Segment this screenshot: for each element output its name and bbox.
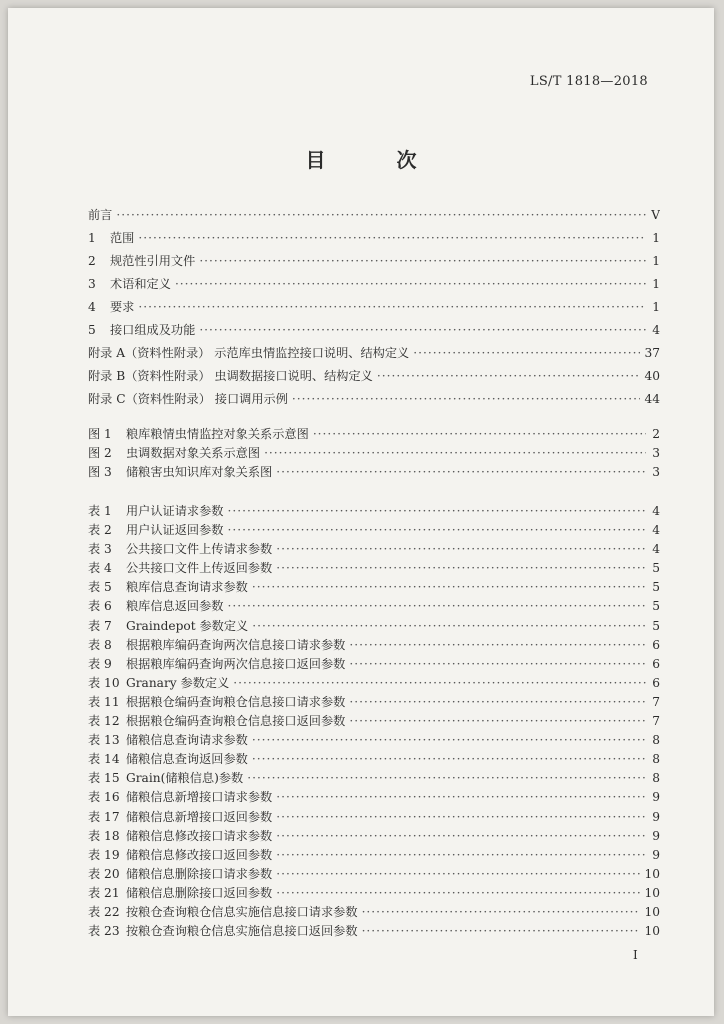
toc-entry[interactable] <box>88 559 660 578</box>
toc-entry-page: 9 <box>652 828 660 843</box>
toc-entry[interactable] <box>88 229 660 252</box>
toc-leader-dots <box>199 323 646 337</box>
toc-leader-dots <box>276 465 646 479</box>
toc-entry[interactable] <box>88 769 660 788</box>
toc-entry-page: 5 <box>652 618 660 633</box>
toc-entry-label: 要求 <box>110 300 135 314</box>
toc-entry-number: 4 <box>88 300 96 314</box>
toc-entry-number: 表 20 <box>88 866 120 881</box>
toc-leader-dots <box>313 427 646 441</box>
toc-leader-dots <box>276 810 646 824</box>
toc-entry-label: Grain(储粮信息)参数 <box>126 771 244 786</box>
toc-leader-dots <box>228 504 647 518</box>
toc-entry-page: 3 <box>652 465 660 479</box>
toc-entry[interactable] <box>88 298 660 321</box>
toc-entry[interactable] <box>88 617 660 636</box>
toc-entry-label: 储粮信息新增接口请求参数 <box>126 790 273 805</box>
toc-entry-label: 粮库信息返回参数 <box>126 599 224 614</box>
toc-entry-label: 粮库粮情虫情监控对象关系示意图 <box>126 427 309 441</box>
toc-entry-page: 3 <box>652 446 660 460</box>
toc-entry[interactable] <box>88 655 660 674</box>
toc-entry-label: 术语和定义 <box>110 277 171 291</box>
toc-leader-dots <box>233 676 646 690</box>
toc-leader-dots <box>247 771 646 785</box>
toc-entry[interactable] <box>88 750 660 769</box>
toc-entry-number: 表 9 <box>88 656 112 671</box>
toc-leader-dots <box>362 905 641 919</box>
toc-entry-number: 表 1 <box>88 504 112 518</box>
toc-leader-dots <box>276 867 640 881</box>
toc-entry-number: 表 21 <box>88 885 120 900</box>
toc-entry-page: 8 <box>652 752 660 767</box>
toc-entry-label: 公共接口文件上传请求参数 <box>126 542 273 557</box>
toc-entry-label: 用户认证请求参数 <box>126 504 224 518</box>
toc-entry-number: 表 18 <box>88 828 120 843</box>
toc-entry-label: 前言 <box>88 208 113 222</box>
toc-entry-page: 9 <box>652 847 660 862</box>
toc-entry-label: Granary 参数定义 <box>126 675 230 690</box>
toc-entry-page: 10 <box>644 866 660 881</box>
toc-entry-number: 表 15 <box>88 771 120 786</box>
toc-entry-page: 4 <box>652 504 660 518</box>
toc-entry-number: 表 11 <box>88 694 120 709</box>
toc-entry-number: 表 4 <box>88 561 112 576</box>
toc-entry[interactable] <box>88 712 660 731</box>
toc-figures-section <box>88 425 660 482</box>
toc-entry[interactable] <box>88 693 660 712</box>
toc-entry-label: 储粮信息新增接口返回参数 <box>126 809 273 824</box>
toc-entry[interactable] <box>88 846 660 865</box>
toc-entry[interactable] <box>88 636 660 655</box>
toc-entry[interactable] <box>88 321 660 344</box>
toc-entry-page: 5 <box>652 561 660 576</box>
toc-entry[interactable] <box>88 540 660 559</box>
toc-entry-number: 表 5 <box>88 580 112 595</box>
toc-entry-page: 10 <box>644 904 660 919</box>
toc-entry-number: 图 3 <box>88 465 112 479</box>
toc-entry-number: 3 <box>88 277 96 291</box>
toc-entry-number: 表 17 <box>88 809 120 824</box>
toc-leader-dots <box>252 733 646 747</box>
toc-entry-page: 6 <box>652 675 660 690</box>
toc-leader-dots <box>138 231 646 245</box>
toc-entry-number: 表 2 <box>88 523 112 538</box>
toc-entry-label: 附录 B（资料性附录） 虫调数据接口说明、结构定义 <box>88 369 373 383</box>
toc-entry-page: 10 <box>644 885 660 900</box>
toc-leader-dots <box>228 523 647 537</box>
toc-entry-number: 表 12 <box>88 714 120 729</box>
toc-leader-dots <box>413 346 640 360</box>
toc-leader-dots <box>362 924 641 938</box>
toc-entry-number: 表 10 <box>88 675 120 690</box>
toc-entry-page: 6 <box>652 656 660 671</box>
toc-entry-number: 表 23 <box>88 924 120 939</box>
toc-entry-label: 根据粮仓编码查询粮仓信息接口请求参数 <box>126 694 346 709</box>
toc-entry-number: 表 19 <box>88 847 120 862</box>
toc-leader-dots <box>276 542 646 556</box>
toc-leader-dots <box>276 848 646 862</box>
toc-entry[interactable] <box>88 674 660 693</box>
toc-entry-label: 附录 A（资料性附录） 示范库虫情监控接口说明、结构定义 <box>88 346 410 360</box>
toc-entry-page: 9 <box>652 809 660 824</box>
toc-entry-page: 10 <box>644 924 660 939</box>
toc-entry-page: 9 <box>652 790 660 805</box>
toc-entry-number: 表 8 <box>88 637 112 652</box>
toc-leader-dots <box>349 714 646 728</box>
toc-leader-dots <box>276 829 646 843</box>
toc-entry[interactable] <box>88 788 660 807</box>
toc-entry-label: 根据粮仓编码查询粮仓信息接口返回参数 <box>126 714 346 729</box>
toc-entry-label: 用户认证返回参数 <box>126 523 224 538</box>
toc-entry[interactable] <box>88 903 660 922</box>
toc-entry-label: 粮库信息查询请求参数 <box>126 580 248 595</box>
toc-leader-dots <box>276 790 646 804</box>
toc-entry-label: 储粮信息删除接口请求参数 <box>126 866 273 881</box>
toc-entry-page: 1 <box>652 231 660 245</box>
toc-entry[interactable] <box>88 206 660 229</box>
toc-entry[interactable] <box>88 367 660 390</box>
toc-entry-label: 规范性引用文件 <box>110 254 196 268</box>
toc-entry-number: 表 7 <box>88 618 112 633</box>
toc-entry-number: 表 3 <box>88 542 112 557</box>
toc-entry-page: 40 <box>644 369 660 383</box>
toc-entry-page: 1 <box>652 277 660 291</box>
toc-entry[interactable] <box>88 463 660 482</box>
toc-entry-number: 5 <box>88 323 96 337</box>
toc-entry-page: 5 <box>652 599 660 614</box>
toc-entry-page: 44 <box>644 392 660 406</box>
toc-entry-label: 按粮仓查询粮仓信息实施信息接口返回参数 <box>126 924 358 939</box>
toc-entry-number: 表 22 <box>88 904 120 919</box>
toc-entry[interactable] <box>88 597 660 616</box>
toc-leader-dots <box>276 561 646 575</box>
toc-entry[interactable] <box>88 865 660 884</box>
toc-entry-number: 表 6 <box>88 599 112 614</box>
toc-leader-dots <box>377 369 641 383</box>
toc-entry-page: 4 <box>652 523 660 538</box>
toc-entry-label: 储粮信息修改接口请求参数 <box>126 828 273 843</box>
toc-tables-section <box>88 502 660 941</box>
page-title: 目 次 <box>305 148 449 172</box>
toc-entry-label: 储粮信息查询返回参数 <box>126 752 248 767</box>
toc-entry[interactable] <box>88 502 660 521</box>
toc-entry-label: 储粮信息删除接口返回参数 <box>126 885 273 900</box>
toc-entry-page: 8 <box>652 771 660 786</box>
toc-leader-dots <box>349 638 646 652</box>
toc-entry-page: 8 <box>652 733 660 748</box>
toc-entry[interactable] <box>88 275 660 298</box>
toc-entry-page: 5 <box>652 580 660 595</box>
toc-entry-page: 7 <box>652 694 660 709</box>
toc-entry-number: 图 1 <box>88 427 112 441</box>
toc-leader-dots <box>199 254 646 268</box>
standard-code: LS/T 1818—2018 <box>529 74 648 89</box>
toc-entry-page: 6 <box>652 637 660 652</box>
toc-leader-dots <box>349 695 646 709</box>
toc-leader-dots <box>264 446 646 460</box>
toc-leader-dots <box>252 580 646 594</box>
toc-entry-number: 表 16 <box>88 790 120 805</box>
toc-main-section <box>88 206 660 413</box>
toc-entry[interactable] <box>88 425 660 444</box>
toc-entry-number: 2 <box>88 254 96 268</box>
toc-entry[interactable] <box>88 578 660 597</box>
toc-entry[interactable] <box>88 344 660 367</box>
toc-entry-label: 附录 C（资料性附录） 接口调用示例 <box>88 392 288 406</box>
toc-entry-label: 根据粮库编码查询两次信息接口返回参数 <box>126 656 346 671</box>
toc-entry-label: Graindepot 参数定义 <box>126 618 249 633</box>
toc-entry[interactable] <box>88 884 660 903</box>
toc-entry-number: 1 <box>88 231 96 245</box>
toc-entry-label: 公共接口文件上传返回参数 <box>126 561 273 576</box>
toc-entry-label: 范围 <box>110 231 135 245</box>
toc-entry[interactable] <box>88 252 660 275</box>
toc-entry[interactable] <box>88 731 660 750</box>
toc-entry-page: 1 <box>652 254 660 268</box>
toc-entry-label: 根据粮库编码查询两次信息接口请求参数 <box>126 637 346 652</box>
toc-leader-dots <box>252 752 646 766</box>
toc-entry[interactable] <box>88 390 660 413</box>
footer-page-number: I <box>633 948 638 962</box>
toc-entry-page: 37 <box>644 346 660 360</box>
toc-entry-label: 按粮仓查询粮仓信息实施信息接口请求参数 <box>126 904 358 919</box>
toc-leader-dots <box>292 392 641 406</box>
toc-entry-number: 表 13 <box>88 733 120 748</box>
toc-entry-page: 7 <box>652 714 660 729</box>
toc-entry-page: V <box>651 208 660 222</box>
toc-leader-dots <box>116 208 646 222</box>
toc-leader-dots <box>175 277 646 291</box>
toc-entry-number: 表 14 <box>88 752 120 767</box>
toc-entry-label: 储粮信息修改接口返回参数 <box>126 847 273 862</box>
toc-leader-dots <box>228 599 647 613</box>
toc-leader-dots <box>276 886 640 900</box>
toc-entry[interactable] <box>88 444 660 463</box>
toc-entry-label: 虫调数据对象关系示意图 <box>126 446 261 460</box>
toc-entry-page: 2 <box>652 427 660 441</box>
toc-entry-label: 接口组成及功能 <box>110 323 196 337</box>
toc-entry-page: 4 <box>652 323 660 337</box>
toc-entry[interactable] <box>88 827 660 846</box>
toc-leader-dots <box>349 657 646 671</box>
toc-entry-page: 4 <box>652 542 660 557</box>
document-page <box>8 8 714 1016</box>
toc-entry-label: 储粮信息查询请求参数 <box>126 733 248 748</box>
toc-entry-number: 图 2 <box>88 446 112 460</box>
toc-entry[interactable] <box>88 922 660 941</box>
toc-leader-dots <box>138 300 646 314</box>
toc-entry-page: 1 <box>652 300 660 314</box>
toc-leader-dots <box>252 619 646 633</box>
toc-entry[interactable] <box>88 521 660 540</box>
toc-entry-label: 储粮害虫知识库对象关系图 <box>126 465 273 479</box>
toc-entry[interactable] <box>88 808 660 827</box>
